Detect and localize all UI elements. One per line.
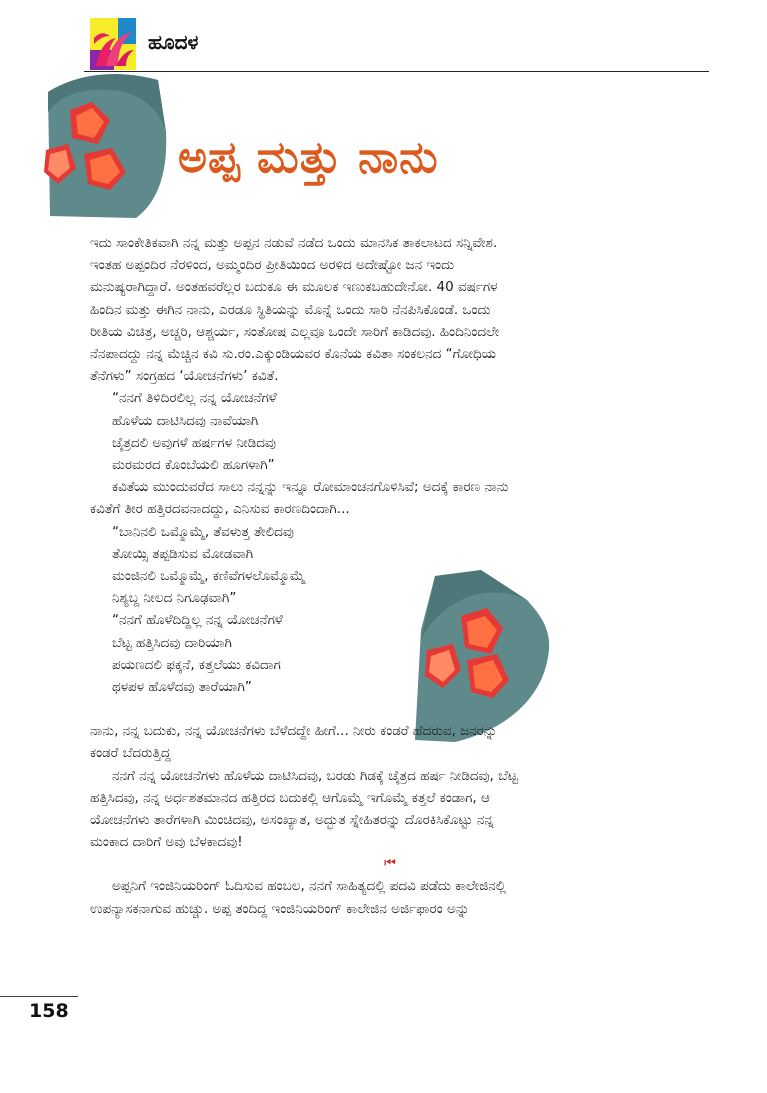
intro-line: ತೆನೆಗಳು” ಸಂಗ್ರಹದ ‘ಯೋಚನೆಗಳು’ ಕವಿತೆ. [90, 368, 279, 385]
poem-line: ಹೊಳೆಯ ದಾಟಿಸಿದವು ನಾವೆಯಾಗಿ [112, 412, 259, 429]
poem-line: ಮಂಜಿನಲಿ ಒಮ್ಮೊಮ್ಮೆ, ಕಣಿವೆಗಳಲೊಮ್ಮೊಮ್ಮೆ [112, 568, 306, 585]
paragraph-line: ಕವಿತೆಯ ಮುಂದುವರೆದ ಸಾಲು ನನ್ನನ್ನು ಇನ್ನೂ ರೋಮಾಂಚನಗೊಳಿಸಿವೆ; ಅದಕ್ಕೆ ಕಾರಣ ನಾನು [112, 479, 509, 496]
section-title: ಹೂದಳ [148, 30, 199, 54]
page-number-rule [0, 996, 78, 997]
paragraph-line: ನಾನು, ನನ್ನ ಬದುಕು, ನನ್ನ ಯೋಚನೆಗಳು ಬೆಳೆದದ್ದೇ ಹೀಗೆ... ನೀರು ಕಂಡರೆ ಹೆದರುವ, ಜನರನ್ನು [90, 723, 498, 740]
poem-line: ಬೆಟ್ಟ ಹತ್ತಿಸಿದವು ದಾರಿಯಾಗಿ [112, 634, 232, 651]
paragraph-line: ಯೋಚನೆಗಳು ತಾರೆಗಳಾಗಿ ಮಿಂಚಿದವು, ಅಸಂಖ್ಯಾತ, ಅದ್ಭುತ ಸ್ನೇಹಿತರನ್ನು ದೊರಕಿಸಿಕೊಟ್ಟು ನನ್ನ [90, 812, 494, 829]
section-break-icon: ⏮ [384, 856, 396, 872]
paragraph-line: ಅಪ್ಪನಿಗೆ ಇಂಜಿನಿಯರಿಂಗ್ ಓದಿಸುವ ಹಂಬಲ, ನನಗೆ ಸಾಹಿತ್ಯದಲ್ಲಿ ಪದವಿ ಪಡೆದು ಕಾಲೇಜಿನಲ್ಲಿ [112, 878, 506, 895]
article-body [90, 232, 690, 920]
paragraph-line: ಕವಿತೆಗೆ ತೀರ ಹತ್ತಿರದವನಾದದ್ದು, ಎನಿಸುವ ಕಾರಣದಿಂದಾಗಿ... [90, 501, 350, 518]
intro-line: ಮನುಷ್ಯರಾಗಿದ್ದಾರೆ. ಅಂತಹವರೆಲ್ಲರ ಬದುಕೂ ಈ ಮೂಲಕ ಇಣುಕಬಹುದೇನೋ. 40 ವರ್ಷಗಳ [90, 279, 498, 296]
poem-line: ಮರಮರದ ಕೊಂಬೆಯಲಿ ಹೂಗಳಾಗಿ” [112, 457, 275, 474]
flower-decoration-icon [40, 72, 170, 222]
poem-line: “ನನಗೆ ಹೊಳೆದಿದ್ದಿಲ್ಲ ನನ್ನ ಯೋಚನೆಗಳೆ [112, 612, 283, 629]
paragraph-line: ನನಗೆ ನನ್ನ ಯೋಚನೆಗಳು ಹೊಳೆಯ ದಾಟಿಸಿದವು, ಬರಡು ಗಿಡಕ್ಕೆ ಚೈತ್ರದ ಹರ್ಷ ನೀಡಿದವು, ಬೆಟ್ಟ [112, 767, 518, 784]
poem-line: “ಬಾನಿನಲಿ ಒಮ್ಮೊಮ್ಮೆ, ತೆವಳುತ್ತ ತೇಲಿದವು [112, 523, 294, 540]
poem-line: ತೋಯ್ಸಿ ತಪ್ಪಡಿಸುವ ಮೋಡವಾಗಿ [112, 545, 254, 562]
poem-line: ಚೈತ್ರದಲಿ ಅವುಗಳೆ ಹರ್ಷಗಳ ನೀಡಿದವು [112, 434, 276, 451]
header-rule [84, 71, 709, 72]
intro-line: ಹಿಂದಿನ ಮತ್ತು ಈಗಿನ ನಾನು, ಎರಡೂ ಸ್ಥಿತಿಯನ್ನು ಮೊನ್ನೆ ಒಂದು ಸಾರಿ ನೆನಪಿಸಿಕೊಂಡೆ. ಒಂದು [90, 301, 491, 318]
intro-line: ನೆನಪಾದದ್ದು ನನ್ನ ಮೆಚ್ಚಿನ ಕವಿ ಸು.ರಂ.ಎಕ್ಕುಂಡಿಯವರ ಕೊನೆಯ ಕವಿತಾ ಸಂಕಲನದ “ಗೋಧಿಯ [90, 346, 497, 363]
intro-line: ಇಂತಹ ಅಪ್ಪಂದಿರ ನೆರಳಿಂದ, ಅಮ್ಮಂದಿರ ಪ್ರೀತಿಯಿಂದ ಅರಳಿದ ಅದೇಷ್ಟೋ ಜನ ಇಂದು [90, 257, 455, 274]
article-title: ಅಪ್ಪ ಮತ್ತು ನಾನು [178, 132, 439, 183]
paragraph-line: ಉಪನ್ಯಾಸಕನಾಗುವ ಹುಚ್ಚು. ಅಪ್ಪ ತಂದಿದ್ದ ಇಂಜಿನಿಯರಿಂಗ್ ಕಾಲೇಜಿನ ಅರ್ಜಿಫಾರಂ ಅನ್ನು [90, 900, 470, 917]
page-number: 158 [29, 1000, 69, 1022]
paragraph-line: ಹತ್ತಿಸಿದವು, ನನ್ನ ಅರ್ಧಶತಮಾನದ ಹತ್ತಿರದ ಬದುಕಲ್ಲಿ ಆಗೊಮ್ಮೆ ಇಗೊಮ್ಮೆ ಕತ್ತಲೆ ಕಂಡಾಗ, ಆ [90, 789, 490, 806]
poem-line: ಥಳಪಳ ಹೊಳೆದವು ತಾರೆಯಾಗಿ” [112, 679, 252, 696]
poem-line: ಪಯಣದಲಿ ಫಕ್ಕನೆ, ಕತ್ತಲೆಯು ಕವಿದಾಗ [112, 656, 281, 673]
intro-line: ಇದು ಸಾಂಕೇತಿಕವಾಗಿ ನನ್ನ ಮತ್ತು ಅಪ್ಪನ ನಡುವೆ ನಡೆದ ಒಂದು ಮಾನಸಿಕ ತಾಕಲಾಟದ ಸನ್ನಿವೇಶ. [90, 235, 498, 251]
section-logo-icon [90, 18, 136, 70]
poem-line: ನಿಶ್ಯಬ್ದ ನೀಲದ ನಿಗೂಢವಾಗಿ” [112, 590, 237, 607]
poem-line: “ನನಗೆ ತಿಳಿದಿರಲಿಲ್ಲ ನನ್ನ ಯೋಚನೆಗಳೆ [112, 390, 277, 407]
paragraph-line: ಮಂಕಾದ ದಾರಿಗೆ ಅವು ಬೆಳಕಾದವು! [90, 834, 243, 851]
spacer [90, 698, 690, 720]
paragraph-line: ಕಂಡರೆ ಬೆದರುತ್ತಿದ್ದ [90, 745, 171, 762]
intro-line: ರೀತಿಯ ವಿಚಿತ್ರ, ಅಚ್ಚರಿ, ಆಶ್ಚರ್ಯ, ಸಂತೋಷ ಎಲ್ಲವೂ ಒಂದೇ ಸಾರಿಗೆ ಕಾಡಿದವು. ಹಿಂದಿನಿಂದಲೇ [90, 323, 500, 340]
